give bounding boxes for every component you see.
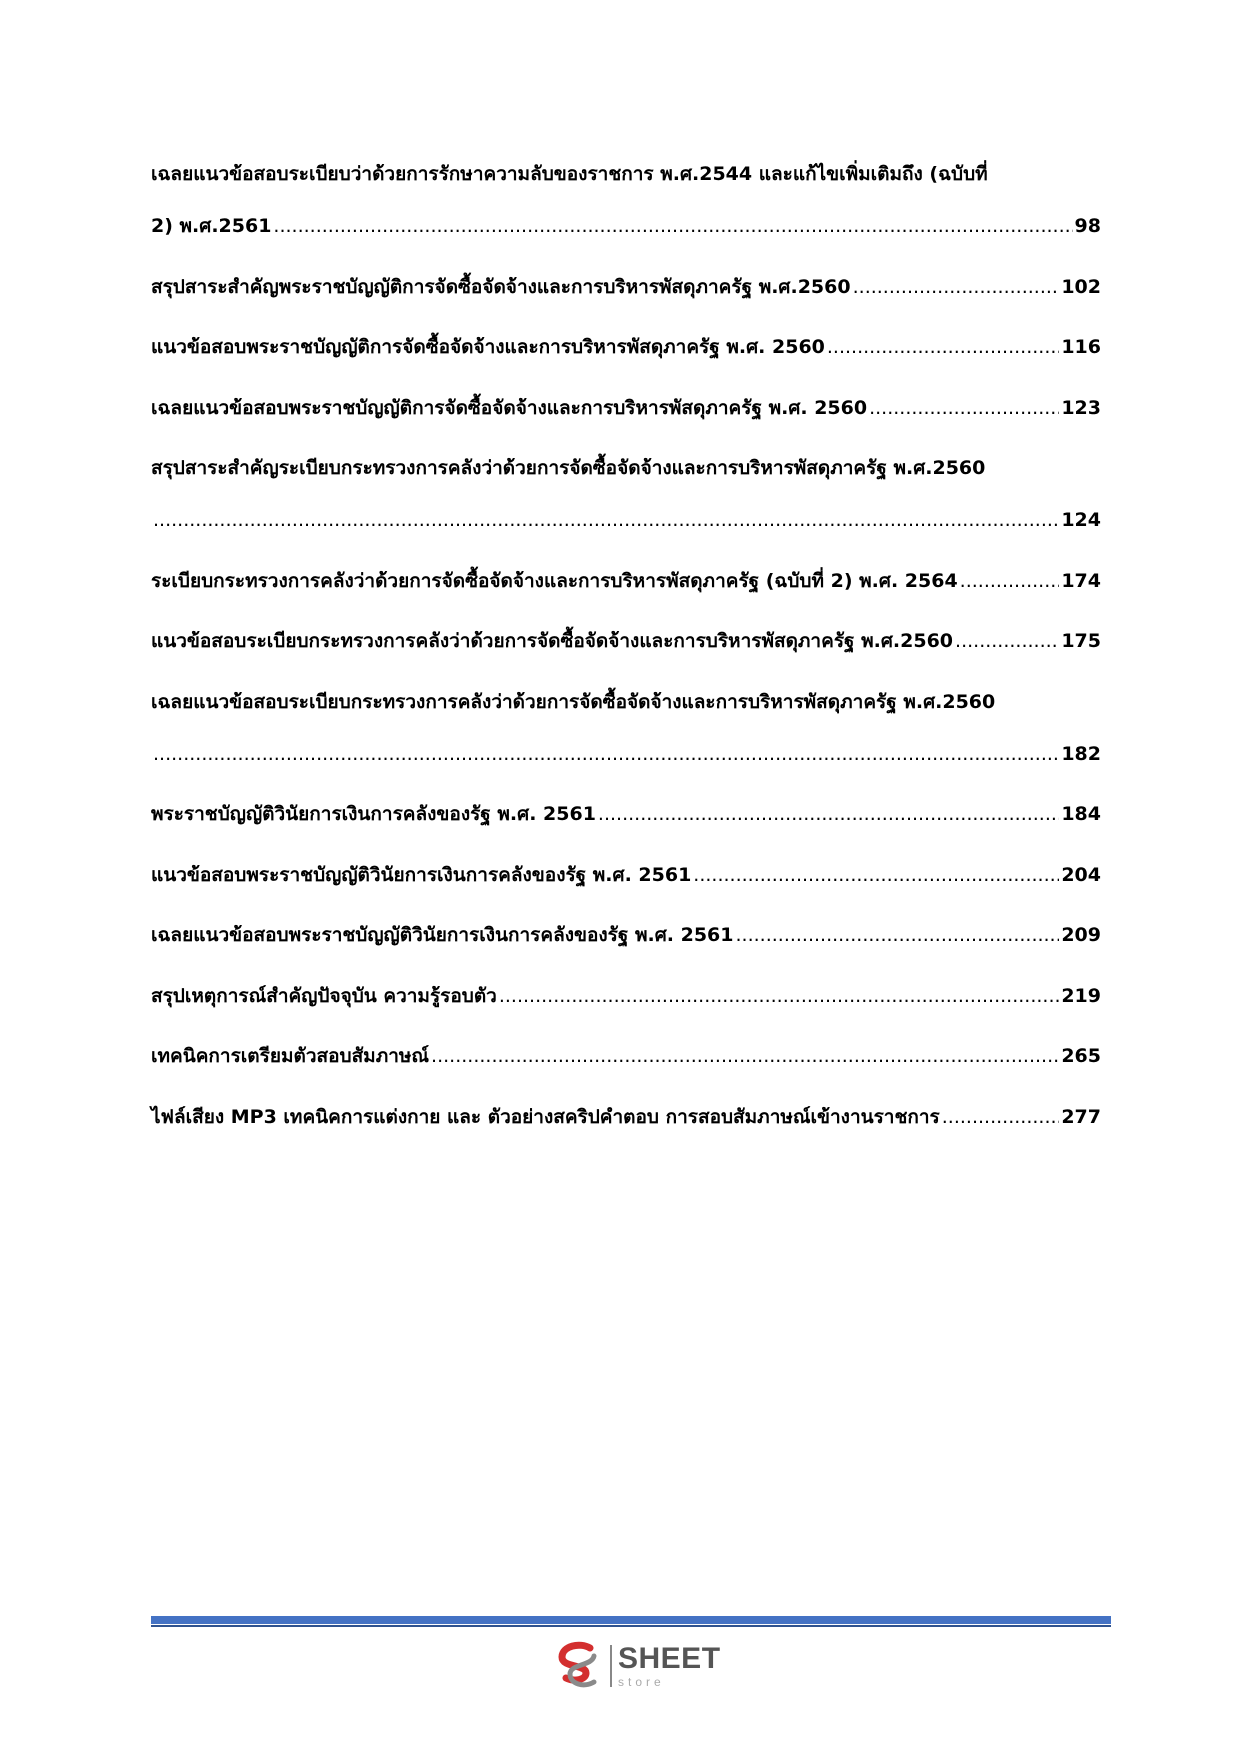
- toc-page-number: 123: [1061, 396, 1101, 419]
- logo-sub-text: store: [618, 1675, 665, 1689]
- toc-page-number: 219: [1061, 984, 1101, 1007]
- toc-entry[interactable]: [151, 970, 1101, 1022]
- dot-leader: [693, 849, 1059, 901]
- toc-entry-title: เฉลยแนวข้อสอบระเบียบกระทรวงการคลังว่าด้วยการจัดซื้อจัดจ้างและการบริหารพัสดุภาครัฐ พ.ศ.2560: [151, 690, 996, 713]
- toc-entry-title: เฉลยแนวข้อสอบพระราชบัญญัติวินัยการเงินการคลังของรัฐ พ.ศ. 2561: [151, 924, 734, 946]
- toc-entry-title: พระราชบัญญัติวินัยการเงินการคลังของรัฐ พ.ศ. 2561: [151, 803, 596, 825]
- toc-page-number: 209: [1061, 924, 1101, 946]
- dot-leader: [827, 321, 1059, 373]
- toc-entry[interactable]: [151, 615, 1101, 667]
- toc-page-number: 102: [1061, 275, 1101, 298]
- toc-entry[interactable]: [151, 382, 1101, 434]
- dot-leader: [942, 1091, 1060, 1143]
- dot-leader: [598, 788, 1059, 840]
- dot-leader: [955, 615, 1059, 667]
- toc-entry-title: แนวข้อสอบพระราชบัญญัติวินัยการเงินการคลังของรัฐ พ.ศ. 2561: [151, 863, 692, 886]
- toc-entry-title: แนวข้อสอบพระราชบัญญัติการจัดซื้อจัดจ้างและการบริหารพัสดุภาครัฐ พ.ศ. 2560: [151, 336, 825, 358]
- dot-leader: [273, 200, 1072, 252]
- toc-page-number: 204: [1061, 863, 1101, 886]
- toc-entry[interactable]: [151, 442, 1101, 546]
- table-of-contents: [151, 148, 1101, 1151]
- sheet-store-logo-icon: [552, 1640, 604, 1692]
- toc-page-number: 124: [1061, 509, 1101, 531]
- dot-leader: [499, 970, 1059, 1022]
- toc-entry-title: ไฟล์เสียง MP3 เทคนิคการแต่งกาย และ ตัวอย่างสคริปคำตอบ การสอบสัมภาษณ์เข้างานราชการ: [151, 1105, 940, 1128]
- toc-entry-title: เทคนิคการเตรียมตัวสอบสัมภาษณ์: [151, 1045, 430, 1067]
- sheet-store-logo: [552, 1640, 721, 1692]
- dot-leader: [736, 909, 1060, 961]
- toc-page-number: 184: [1061, 803, 1101, 825]
- logo-brand-text: SHEET: [618, 1642, 721, 1675]
- toc-entry[interactable]: [151, 321, 1101, 373]
- toc-page-number: 182: [1061, 742, 1101, 765]
- toc-entry-title-cont: 2) พ.ศ.2561: [151, 215, 272, 237]
- toc-page-number: 175: [1061, 630, 1101, 652]
- toc-entry[interactable]: [151, 148, 1101, 252]
- dot-leader: [431, 1030, 1059, 1082]
- dot-leader: [960, 555, 1060, 607]
- toc-page-number: 116: [1061, 336, 1101, 358]
- logo-separator: [610, 1645, 612, 1687]
- toc-entry-title: แนวข้อสอบระเบียบกระทรวงการคลังว่าด้วยการจัดซื้อจัดจ้างและการบริหารพัสดุภาครัฐ พ.ศ.2560: [151, 630, 954, 652]
- dot-leader: [853, 261, 1060, 313]
- toc-entry[interactable]: [151, 909, 1101, 961]
- footer-divider: [151, 1616, 1111, 1624]
- toc-entry-title: เฉลยแนวข้อสอบระเบียบว่าด้วยการรักษาความลับของราชการ พ.ศ.2544 และแก้ไขเพิ่มเติมถึง (ฉบับที่: [151, 163, 988, 185]
- dot-leader: [153, 494, 1059, 546]
- dot-leader: [869, 382, 1059, 434]
- toc-entry[interactable]: [151, 1030, 1101, 1082]
- toc-entry[interactable]: [151, 788, 1101, 840]
- toc-entry-title: สรุปสาระสำคัญพระราชบัญญัติการจัดซื้อจัดจ้างและการบริหารพัสดุภาครัฐ พ.ศ.2560: [151, 275, 851, 298]
- toc-entry-title: สรุปเหตุการณ์สำคัญปัจจุบัน ความรู้รอบตัว: [151, 984, 497, 1007]
- toc-entry[interactable]: [151, 1091, 1101, 1143]
- toc-page-number: 277: [1061, 1105, 1101, 1128]
- toc-page-number: 174: [1061, 569, 1101, 592]
- toc-entry-title: ระเบียบกระทรวงการคลังว่าด้วยการจัดซื้อจัดจ้างและการบริหารพัสดุภาครัฐ (ฉบับที่ 2) พ.ศ. 2564: [151, 569, 958, 592]
- toc-entry[interactable]: [151, 555, 1101, 607]
- toc-entry[interactable]: [151, 261, 1101, 313]
- toc-entry-title: เฉลยแนวข้อสอบพระราชบัญญัติการจัดซื้อจัดจ้างและการบริหารพัสดุภาครัฐ พ.ศ. 2560: [151, 396, 868, 419]
- toc-entry[interactable]: [151, 849, 1101, 901]
- toc-page-number: 98: [1074, 215, 1101, 237]
- toc-entry[interactable]: [151, 676, 1101, 780]
- dot-leader: [153, 728, 1059, 780]
- toc-page-number: 265: [1061, 1045, 1101, 1067]
- toc-entry-title: สรุปสาระสำคัญระเบียบกระทรวงการคลังว่าด้วยการจัดซื้อจัดจ้างและการบริหารพัสดุภาครัฐ พ.ศ.2560: [151, 457, 986, 479]
